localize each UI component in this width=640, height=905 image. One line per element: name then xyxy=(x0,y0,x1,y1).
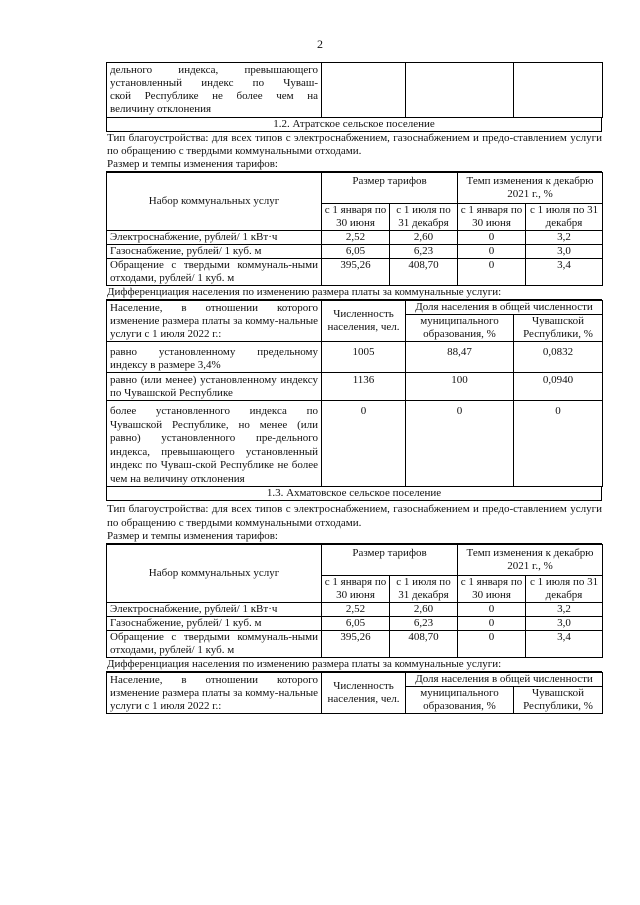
municipal-share: 88,47 xyxy=(406,342,514,373)
population-count: 1005 xyxy=(322,342,406,373)
tariff-value: 395,26 xyxy=(322,259,390,286)
tariff-value: 2,60 xyxy=(390,603,458,617)
period-header: с 1 января по 30 июня xyxy=(458,576,526,603)
tariff-table xyxy=(106,544,603,658)
differentiation-table xyxy=(106,672,603,714)
differentiation-caption: Дифференциация населения по изменению размера платы за коммунальные услуги: xyxy=(106,286,602,300)
service-name: Газоснабжение, рублей/ 1 куб. м xyxy=(107,617,322,631)
table-row xyxy=(107,231,603,245)
population-category: более установленного индекса по Чувашской Республике, но менее (или равно) установленного пре-дельного индекса, превышающего установленный индекс по Чуваш-ской Республике не более чем на величину отклонения xyxy=(107,401,322,487)
service-name: Обращение с твердыми коммуналь-ными отходами, рублей/ 1 куб. м xyxy=(107,631,322,658)
republic-share: 0,0940 xyxy=(514,373,603,401)
share-header: Доля населения в общей численности xyxy=(406,301,603,315)
text-line: дельного индекса, превышающего xyxy=(110,64,318,76)
rate-value: 3,4 xyxy=(526,259,603,286)
period-header: с 1 июля по 31 декабря xyxy=(390,576,458,603)
rate-value: 0 xyxy=(458,231,526,245)
text-line: величину отклонения xyxy=(110,103,212,115)
utility-type-text: Тип благоустройства: для всех типов с электроснабжением, газоснабжением и предо-ставлением услуги по обращению с твердыми коммунальными отходами. xyxy=(107,132,602,157)
population-count: 1136 xyxy=(322,373,406,401)
tariff-value: 2,52 xyxy=(322,603,390,617)
population-count: 0 xyxy=(322,401,406,487)
section-title: 1.2. Атратское сельское поселение xyxy=(106,118,602,132)
rate-value: 3,4 xyxy=(526,631,603,658)
empty-cell xyxy=(514,63,603,118)
municipal-share: 100 xyxy=(406,373,514,401)
service-name: Электроснабжение, рублей/ 1 кВт·ч xyxy=(107,231,322,245)
republic-share: 0,0832 xyxy=(514,342,603,373)
rate-value: 0 xyxy=(458,259,526,286)
rate-value: 0 xyxy=(458,617,526,631)
table-header-row xyxy=(107,173,603,204)
rate-value: 0 xyxy=(458,245,526,259)
tariff-value: 6,05 xyxy=(322,245,390,259)
rates-caption: Размер и темпы изменения тарифов: xyxy=(106,530,602,544)
population-header: Население, в отношении которого изменение размера платы за комму-нальные услуги с 1 июля 2022 г.: xyxy=(107,301,322,342)
tariff-rate-header: Темп изменения к декабрю 2021 г., % xyxy=(458,545,603,576)
services-header: Набор коммунальных услуг xyxy=(107,173,322,231)
share-header: Доля населения в общей численности xyxy=(406,673,603,687)
municipal-header: муниципального образования, % xyxy=(406,315,514,342)
period-header: с 1 июля по 31 декабря xyxy=(526,576,603,603)
table-row xyxy=(107,342,603,373)
tariff-value: 2,60 xyxy=(390,231,458,245)
period-header: с 1 января по 30 июня xyxy=(458,204,526,231)
tariff-value: 395,26 xyxy=(322,631,390,658)
continuation-cell xyxy=(107,63,322,118)
text-line: установленный индекс по Чуваш- xyxy=(110,77,318,89)
table-row xyxy=(107,603,603,617)
table-row xyxy=(107,245,603,259)
service-name: Обращение с твердыми коммуналь-ными отходами, рублей/ 1 куб. м xyxy=(107,259,322,286)
differentiation-caption: Дифференциация населения по изменению размера платы за коммунальные услуги: xyxy=(106,658,602,672)
rate-value: 3,0 xyxy=(526,617,603,631)
tariff-table xyxy=(106,172,603,286)
population-category: равно установленному предельному индексу в размере 3,4% xyxy=(107,342,322,373)
table-row xyxy=(107,63,603,118)
tariff-size-header: Размер тарифов xyxy=(322,545,458,576)
text-line: ской Республике не более чем на xyxy=(110,90,318,102)
republic-header: Чувашской Республики, % xyxy=(514,315,603,342)
tariff-value: 408,70 xyxy=(390,259,458,286)
tariff-value: 408,70 xyxy=(390,631,458,658)
table-header-row xyxy=(107,673,603,687)
differentiation-table xyxy=(106,300,603,487)
empty-cell xyxy=(322,63,406,118)
rate-value: 3,0 xyxy=(526,245,603,259)
period-header: с 1 июля по 31 декабря xyxy=(526,204,603,231)
period-header: с 1 января по 30 июня xyxy=(322,576,390,603)
table-header-row xyxy=(107,545,603,576)
document-body xyxy=(106,62,602,714)
table-row xyxy=(107,617,603,631)
table-row xyxy=(107,373,603,401)
table-row xyxy=(107,401,603,487)
republic-header: Чувашской Республики, % xyxy=(514,687,603,714)
population-category: равно (или менее) установленному индексу по Чувашской Республике xyxy=(107,373,322,401)
table-row xyxy=(107,259,603,286)
municipal-share: 0 xyxy=(406,401,514,487)
tariff-value: 6,23 xyxy=(390,617,458,631)
rate-value: 0 xyxy=(458,603,526,617)
period-header: с 1 января по 30 июня xyxy=(322,204,390,231)
period-header: с 1 июля по 31 декабря xyxy=(390,204,458,231)
page-number: 2 xyxy=(317,37,323,51)
rate-value: 0 xyxy=(458,631,526,658)
utility-type-text: Тип благоустройства: для всех типов с электроснабжением, газоснабжением и предо-ставлением услуги по обращению с твердыми коммунальными отходами. xyxy=(107,503,602,529)
empty-cell xyxy=(406,63,514,118)
tariff-value: 2,52 xyxy=(322,231,390,245)
population-header: Население, в отношении которого изменение размера платы за комму-нальные услуги с 1 июля 2022 г.: xyxy=(107,673,322,714)
section-title: 1.3. Ахматовское сельское поселение xyxy=(106,487,602,501)
rate-value: 3,2 xyxy=(526,231,603,245)
services-header: Набор коммунальных услуг xyxy=(107,545,322,603)
rates-caption: Размер и темпы изменения тарифов: xyxy=(106,158,602,172)
service-name: Электроснабжение, рублей/ 1 кВт·ч xyxy=(107,603,322,617)
tariff-value: 6,05 xyxy=(322,617,390,631)
tariff-rate-header: Темп изменения к декабрю 2021 г., % xyxy=(458,173,603,204)
count-header: Численность населения, чел. xyxy=(322,301,406,342)
municipal-header: муниципального образования, % xyxy=(406,687,514,714)
table-row xyxy=(107,631,603,658)
service-name: Газоснабжение, рублей/ 1 куб. м xyxy=(107,245,322,259)
count-header: Численность населения, чел. xyxy=(322,673,406,714)
tariff-value: 6,23 xyxy=(390,245,458,259)
republic-share: 0 xyxy=(514,401,603,487)
tariff-size-header: Размер тарифов xyxy=(322,173,458,204)
rate-value: 3,2 xyxy=(526,603,603,617)
continuation-table xyxy=(106,62,603,118)
table-header-row xyxy=(107,301,603,315)
